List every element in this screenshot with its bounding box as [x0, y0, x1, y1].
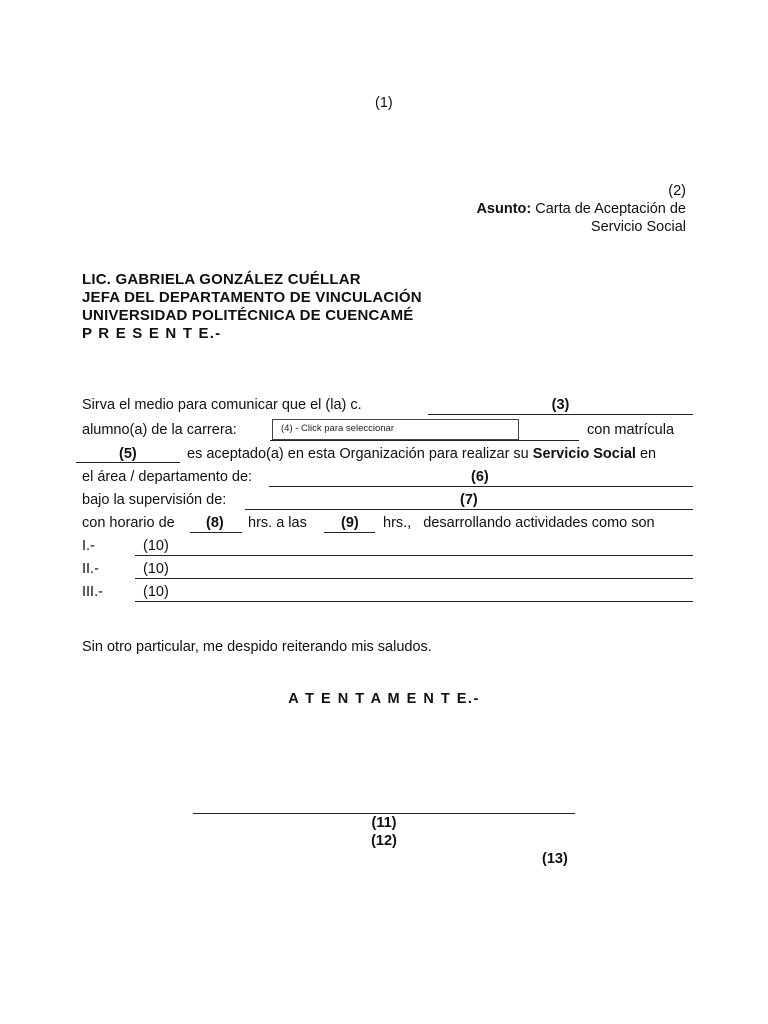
body-line-6: con horario de — [82, 515, 175, 531]
body-line-1: Sirva el medio para comunicar que el (la) c. — [82, 397, 362, 413]
body-line-2: alumno(a) de la carrera: — [82, 422, 237, 438]
field-13-placeholder[interactable]: (13) — [542, 851, 568, 867]
activity-1-underline — [135, 555, 693, 556]
field-3-underline — [428, 414, 693, 415]
activity-2-underline — [135, 578, 693, 579]
body-line-3-text: es aceptado(a) en esta Organización para realizar su — [187, 446, 529, 462]
field-1-placeholder: (1) — [375, 95, 393, 111]
field-2-placeholder: (2) — [668, 183, 686, 199]
addressee-title: JEFA DEL DEPARTAMENTO DE VINCULACIÓN — [82, 289, 422, 306]
en-text: en — [639, 446, 657, 462]
subject-line — [476, 201, 686, 218]
field-7-underline — [245, 509, 693, 510]
signature-line — [193, 813, 575, 814]
hrs-a-las-text: hrs. a las — [248, 515, 307, 531]
field-5-placeholder[interactable]: (5) — [119, 446, 137, 462]
hrs-desarrollando-text: hrs., desarrollando actividades como son — [383, 515, 655, 531]
presente-heading: P R E S E N T E.- — [82, 325, 222, 342]
subject-text-2: Servicio Social — [590, 219, 686, 235]
closing-text: Sin otro particular, me despido reiterando mis saludos. — [82, 639, 432, 655]
field-8-underline — [190, 532, 242, 533]
field-12-placeholder[interactable]: (12) — [371, 833, 397, 849]
activity-1-placeholder[interactable]: (10) — [143, 538, 169, 554]
service-social-bold: Servicio Social — [532, 446, 636, 462]
field-9-placeholder[interactable]: (9) — [341, 515, 359, 531]
field-6-placeholder[interactable]: (6) — [471, 469, 489, 485]
field-7-placeholder[interactable]: (7) — [460, 492, 478, 508]
field-6-underline — [269, 486, 693, 487]
subject-label: Asunto: — [476, 201, 532, 217]
field-11-placeholder[interactable]: (11) — [371, 815, 397, 831]
body-line-3 — [187, 446, 656, 463]
addressee-institution: UNIVERSIDAD POLITÉCNICA DE CUENCAMÉ — [82, 307, 414, 324]
matricula-label: con matrícula — [587, 422, 675, 438]
field-4-underline — [270, 440, 579, 441]
field-8-placeholder[interactable]: (8) — [206, 515, 224, 531]
subject-text-1: Carta de Aceptación de — [535, 201, 686, 217]
activity-2-label: II.- — [82, 561, 99, 577]
body-line-4: el área / departamento de: — [82, 469, 253, 485]
activity-3-underline — [135, 601, 693, 602]
activity-1-label: I.- — [82, 538, 95, 554]
activity-3-label: III.- — [82, 584, 103, 600]
field-9-underline — [324, 532, 375, 533]
activity-3-placeholder[interactable]: (10) — [143, 584, 169, 600]
activity-2-placeholder[interactable]: (10) — [143, 561, 169, 577]
atentamente-heading: A T E N T A M E N T E.- — [288, 691, 480, 707]
field-3-placeholder[interactable]: (3) — [551, 397, 570, 413]
career-dropdown[interactable]: (4) - Click para seleccionar — [272, 419, 519, 440]
body-line-5: bajo la supervisión de: — [82, 492, 227, 508]
addressee-name: LIC. GABRIELA GONZÁLEZ CUÉLLAR — [82, 271, 361, 288]
